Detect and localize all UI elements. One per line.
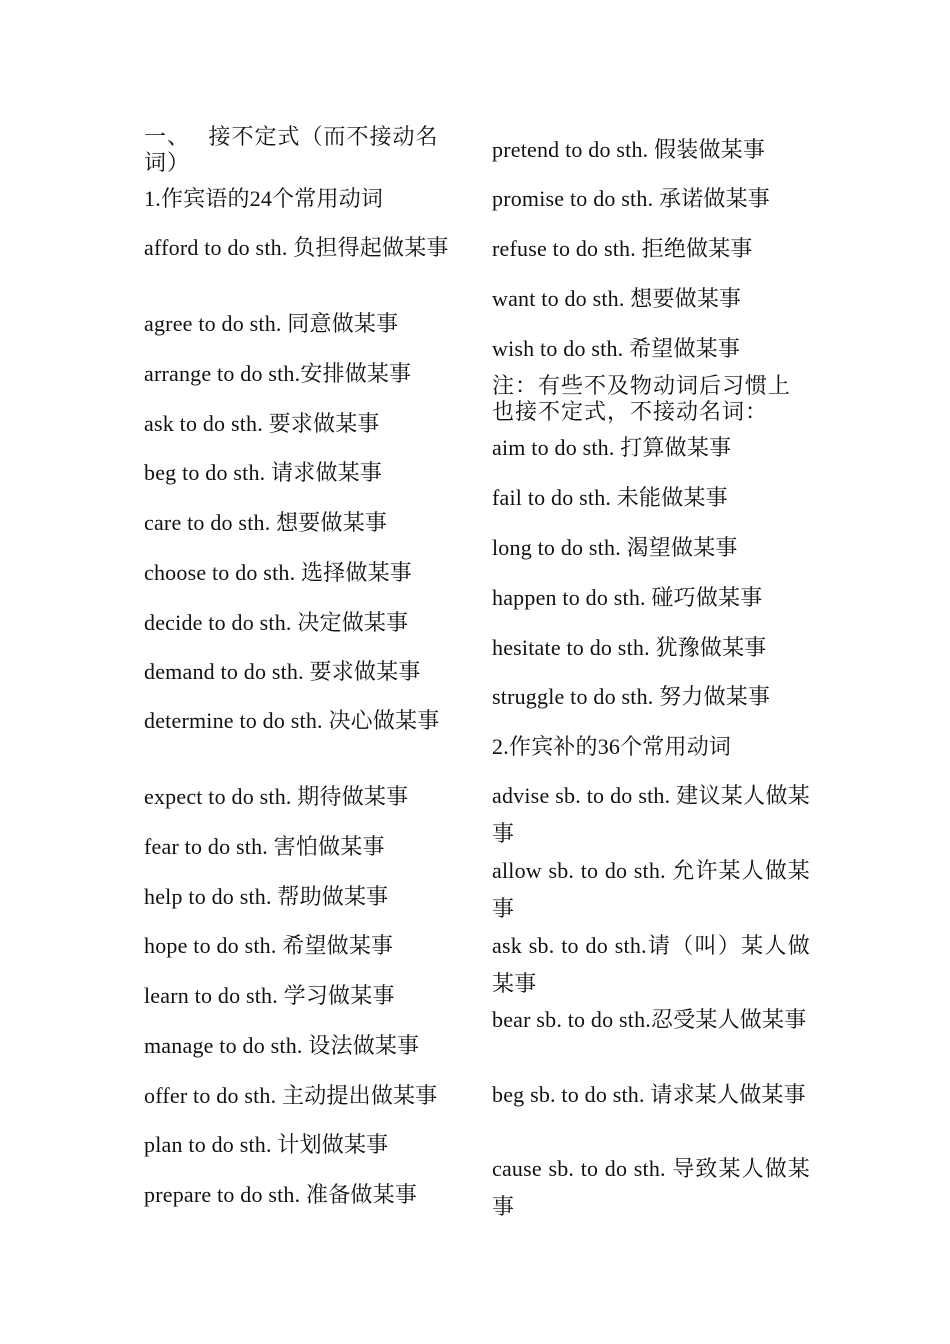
verb-entry: wish to do sth. 希望做某事 — [492, 336, 741, 361]
verb-entry: expect to do sth. 期待做某事 — [144, 784, 409, 809]
verb-entry: beg sb. to do sth. 请求某人做某事 — [492, 1082, 806, 1107]
verb-entry: decide to do sth. 决定做某事 — [144, 610, 409, 635]
verb-entry: long to do sth. 渴望做某事 — [492, 535, 738, 560]
note-text: 注：有些不及物动词后习惯上也接不定式，不接动名词： — [492, 373, 792, 424]
verb-entry: bear sb. to do sth.忍受某人做某事 — [492, 1007, 807, 1032]
verb-entry: learn to do sth. 学习做某事 — [144, 983, 395, 1008]
verb-entry: choose to do sth. 选择做某事 — [144, 560, 412, 585]
verb-entry: hesitate to do sth. 犹豫做某事 — [492, 635, 767, 660]
verb-entry: manage to do sth. 设法做某事 — [144, 1033, 420, 1058]
verb-entry: help to do sth. 帮助做某事 — [144, 884, 389, 909]
subsection-heading: 2.作宾补的36个常用动词 — [492, 734, 732, 759]
verb-entry: care to do sth. 想要做某事 — [144, 510, 388, 535]
verb-entry: demand to do sth. 要求做某事 — [144, 659, 421, 684]
verb-entry: allow sb. to do sth. 允许某人做某事 — [492, 858, 810, 921]
verb-entry: promise to do sth. 承诺做某事 — [492, 186, 770, 211]
verb-entry: happen to do sth. 碰巧做某事 — [492, 585, 763, 610]
verb-entry: afford to do sth. 负担得起做某事 — [144, 235, 449, 260]
verb-entry: agree to do sth. 同意做某事 — [144, 311, 399, 336]
verb-entry: pretend to do sth. 假装做某事 — [492, 137, 766, 162]
verb-entry: struggle to do sth. 努力做某事 — [492, 684, 771, 709]
verb-entry: refuse to do sth. 拒绝做某事 — [492, 236, 753, 261]
verb-entry: ask to do sth. 要求做某事 — [144, 411, 380, 436]
verb-entry: fail to do sth. 未能做某事 — [492, 485, 728, 510]
verb-entry: arrange to do sth.安排做某事 — [144, 361, 412, 386]
verb-entry: cause sb. to do sth. 导致某人做某事 — [492, 1156, 810, 1219]
verb-entry: aim to do sth. 打算做某事 — [492, 435, 732, 460]
verb-entry: advise sb. to do sth. 建议某人做某事 — [492, 783, 810, 846]
verb-entry: fear to do sth. 害怕做某事 — [144, 834, 385, 859]
verb-entry: prepare to do sth. 准备做某事 — [144, 1182, 418, 1207]
verb-entry: plan to do sth. 计划做某事 — [144, 1132, 389, 1157]
subsection-heading: 1.作宾语的24个常用动词 — [144, 186, 384, 211]
verb-entry: determine to do sth. 决心做某事 — [144, 708, 440, 733]
section-heading: 一、 接不定式（而不接动名词） — [144, 124, 439, 175]
verb-entry: offer to do sth. 主动提出做某事 — [144, 1083, 438, 1108]
verb-entry: want to do sth. 想要做某事 — [492, 286, 742, 311]
verb-entry: ask sb. to do sth.请（叫）某人做某事 — [492, 933, 810, 996]
verb-entry: hope to do sth. 希望做某事 — [144, 933, 394, 958]
verb-entry: beg to do sth. 请求做某事 — [144, 460, 383, 485]
